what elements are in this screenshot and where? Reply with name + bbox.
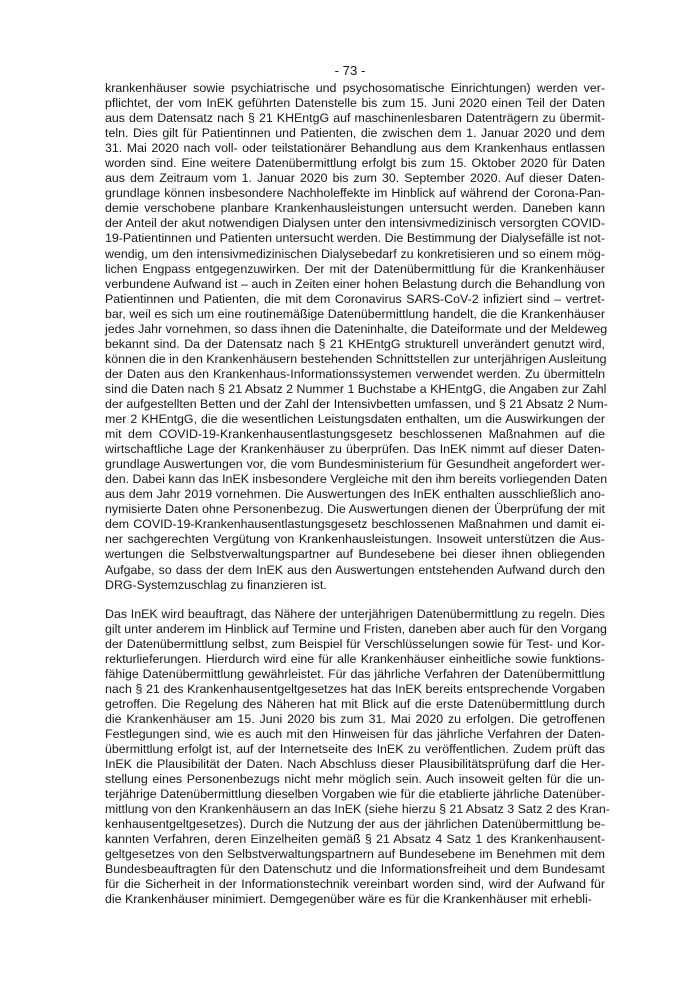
text-line: mit dem COVID-19-Krankenhausentlastungsgesetz beschlossenen Maßnahmen auf die xyxy=(105,427,605,442)
text-line: jedes Jahr vornehmen, so dass ihnen die Dateninhalte, die Dateiformate und der Meldeweg xyxy=(105,321,608,336)
text-line: der Datenübermittlung selbst, zum Beispiel für Verschlüsselungen sowie für Test- und Kor- xyxy=(105,636,605,651)
text-line: stellung eines Personenbezugs nicht mehr möglich sein. Auch insoweit gelten für die un- xyxy=(105,772,605,787)
text-line: DRG-Systemzuschlag zu finanzieren ist. xyxy=(105,577,327,592)
text-line: übermittlung erfolgt ist, auf der Internetseite des InEK zu veröffentlichen. Zudem prüft das xyxy=(105,742,605,757)
text-line: rekturlieferungen. Hierdurch wird eine für alle Krankenhäuser einheitliche sowie funktions- xyxy=(105,651,605,666)
text-line: gilt unter anderem im Hinblick auf Termine und Fristen, daneben aber auch für den Vorgang xyxy=(105,621,607,636)
text-line: aus dem Jahr 2019 vornehmen. Die Auswertungen des InEK enthalten ausschließlich ano- xyxy=(105,487,605,502)
text-line: fähige Datenübermittlung gewährleistet. Für das jährliche Verfahren der Datenübermittlung xyxy=(105,666,605,681)
text-line: terjährige Datenübermittlung dieselben Vorgaben wie für die etablierte jährliche Datenüber- xyxy=(105,787,605,802)
text-line: krankenhäuser sowie psychiatrische und psychosomatische Einrichtungen) werden ver- xyxy=(105,81,605,95)
text-line: den. Dabei kann das InEK insbesondere Vergleiche mit den ihm bereits vorliegenden Daten xyxy=(105,472,608,487)
text-line: der Daten aus den Krankenhaus-Informationssystemen verwendet werden. Zu übermitteln xyxy=(105,366,605,381)
text-line: mittlung von den Krankenhäusern an das InEK (siehe hierzu § 21 Absatz 3 Satz 2 des Kran- xyxy=(105,802,610,817)
text-line: Aufgabe, so dass der dem InEK aus den Auswertungen entstehenden Aufwand durch den xyxy=(105,562,605,577)
text-line: wendig, um den intensivmedizinischen Dialysebedarf zu konkretisieren und so einem mög- xyxy=(105,246,605,261)
text-line: worden sind. Eine weitere Datenübermittlung erfolgt bis zum 15. Oktober 2020 für Daten xyxy=(105,156,605,171)
paragraph-1 xyxy=(105,81,608,593)
text-line: kannten Verfahren, deren Einzelheiten gemäß § 21 Absatz 4 Satz 1 des Krankenhausent- xyxy=(105,832,605,847)
text-line: aus dem Zeitraum vom 1. Januar 2020 bis zum 30. September 2020. Auf dieser Daten- xyxy=(105,171,605,186)
text-line: Das InEK wird beauftragt, das Nähere der unterjährigen Datenübermittlung zu regeln. Dies xyxy=(105,606,605,621)
text-line: geltgesetzes von den Selbstverwaltungspartnern auf Bundesebene im Benehmen mit dem xyxy=(105,847,605,862)
text-line: mer 2 KHEntgG, die die wesentlichen Leistungsdaten enthalten, um die Auswirkungen der xyxy=(105,412,605,427)
text-line: dem COVID-19-Krankenhausentlastungsgesetz beschlossenen Maßnahmen und damit ei- xyxy=(105,517,605,532)
text-line: Patientinnen und Patienten, die mit dem Coronavirus SARS-CoV-2 infiziert sind – vertret- xyxy=(105,291,605,306)
text-line: Festlegungen sind, wie es auch mit den Hinweisen für das jährliche Verfahren der Daten- xyxy=(105,726,605,741)
text-line: die Krankenhäuser am 15. Juni 2020 bis zum 31. Mai 2020 zu erfolgen. Die getroffenen xyxy=(105,711,605,726)
text-line: wirtschaftliche Lage der Krankenhäuser zu überprüfen. Das InEK nimmt auf dieser Daten- xyxy=(105,442,605,457)
text-line: bar, weil es sich um eine routinemäßige Datenübermittlung handelt, die die Krankenhäuser xyxy=(105,306,605,321)
text-line: sind die Daten nach § 21 Absatz 2 Nummer 1 Buchstabe a KHEntgG, die Angaben zur Zahl xyxy=(105,381,607,396)
text-line: können die in den Krankenhäusern bestehenden Schnittstellen zur unterjährigen Ausleitung xyxy=(105,351,607,366)
text-line: die Krankenhäuser minimiert. Demgegenüber wäre es für die Krankenhäuser mit erhebli- xyxy=(105,892,592,907)
text-line: Bundesbeauftragten für den Datenschutz und die Informationsfreiheit und dem Bundesamt xyxy=(105,862,605,877)
text-line: InEK die Plausibilität der Daten. Nach Abschluss dieser Plausibilitätsprüfung darf die Her- xyxy=(105,757,605,772)
text-line: für die Sicherheit in der Informationstechnik vereinbart worden sind, wird der Aufwand für xyxy=(105,877,605,892)
text-line: verbundene Aufwand ist – auch in Zeiten einer hohen Belastung durch die Behandlung von xyxy=(105,276,605,291)
text-line: wertungen die Selbstverwaltungspartner auf Bundesebene bei dieser ihnen obliegenden xyxy=(105,547,605,562)
text-line: der Anteil der akut notwendigen Dialysen unter den intensivmedizinisch versorgten COVID- xyxy=(105,216,605,231)
text-line: 19-Patientinnen und Patienten untersucht werden. Die Bestimmung der Dialysefälle ist not- xyxy=(105,231,605,246)
page-number: - 73 - xyxy=(334,63,366,78)
text-line: bekannt sind. Da der Datensatz nach § 21 KHEntgG strukturell unverändert genutzt wird, xyxy=(105,336,605,351)
text-line: aus dem Datensatz nach § 21 KHEntgG auf maschinenlesbaren Datenträgern zu übermit- xyxy=(105,111,605,126)
text-line: nach § 21 des Krankenhausentgeltgesetzes hat das InEK bereits entsprechende Vorgaben xyxy=(105,681,605,696)
text-line: grundlage Auswertungen vor, die vom Bundesministerium für Gesundheit angefordert wer- xyxy=(105,457,605,472)
text-line: nymisierte Daten ohne Personenbezug. Die Auswertungen dienen der Überprüfung der mit xyxy=(105,502,605,517)
text-line: ner sachgerechten Vergütung von Krankenhausleistungen. Insoweit unterstützen die Aus- xyxy=(105,532,605,547)
text-line: pflichtet, der vom InEK geführten Datenstelle bis zum 15. Juni 2020 einen Teil der Daten xyxy=(105,96,605,111)
document-body xyxy=(105,81,610,908)
text-line: teln. Dies gilt für Patientinnen und Patienten, die zwischen dem 1. Januar 2020 und dem xyxy=(105,126,605,141)
text-line: 31. Mai 2020 nach voll- oder teilstationärer Behandlung aus dem Krankenhaus entlassen xyxy=(105,141,605,156)
paragraph-2 xyxy=(105,606,610,908)
text-line: grundlage können insbesondere Nachholeffekte im Hinblick auf während der Corona-Pan- xyxy=(105,186,605,201)
text-line: getroffen. Die Regelung des Näheren hat mit Blick auf die erste Datenübermittlung durch xyxy=(105,696,605,711)
text-line: demie verschobene planbare Krankenhausleistungen untersucht werden. Daneben kann xyxy=(105,201,605,216)
text-line: kenhausentgeltgesetzes). Durch die Nutzung der aus der jährlichen Datenübermittlung be- xyxy=(105,817,605,832)
text-line: der aufgestellten Betten und der Zahl der Intensivbetten umfassen, und § 21 Absatz 2 Num- xyxy=(105,396,608,411)
text-line: lichen Engpass entgegenzuwirken. Der mit der Datenübermittlung für die Krankenhäuser xyxy=(105,261,605,276)
